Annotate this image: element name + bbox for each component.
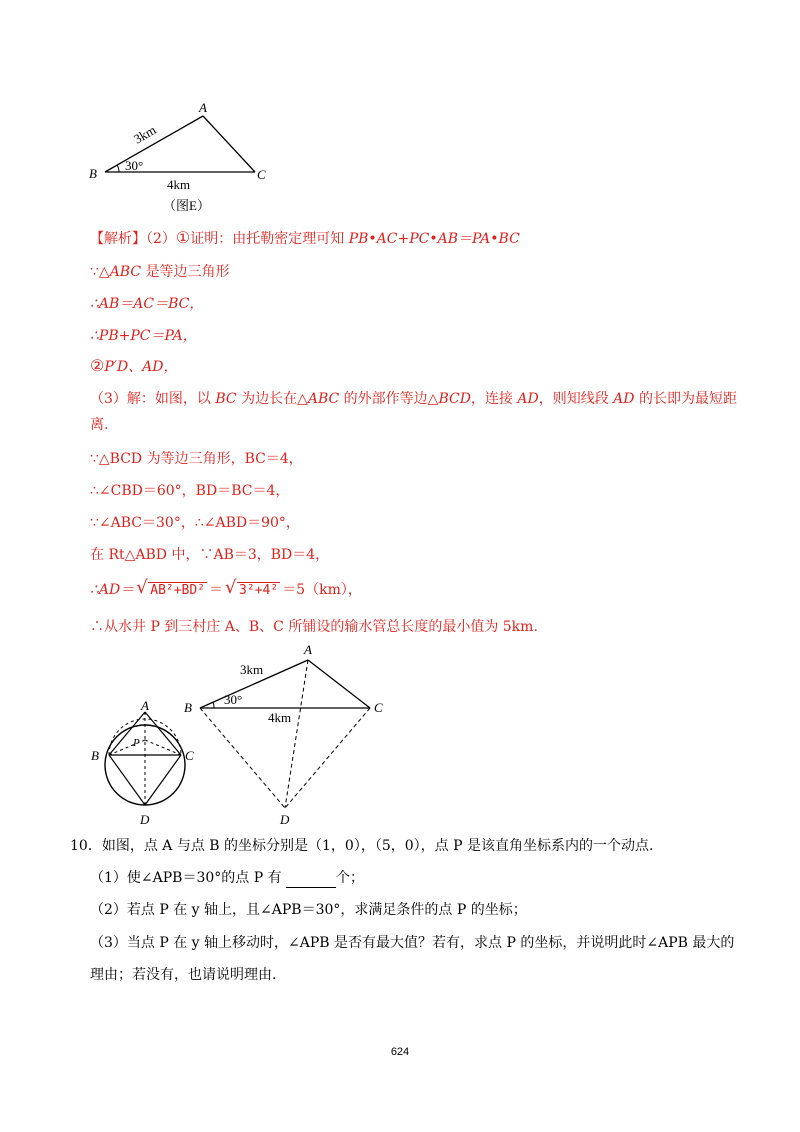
fig-e-label-a: A [199,100,207,115]
fig-e-label-b: B [89,166,97,181]
problem-10-q3-wrap: 理由；若没有，也请说明理由. [90,967,277,983]
solution-line-rt: 在 Rt△ABD 中，∵AB＝3，BD＝4， [90,547,330,563]
fig-e-angle: 30° [125,158,144,173]
solution-line-4: ∴PB+PC＝PA， [90,328,197,344]
page-number: 624 [390,1046,410,1058]
circled-two: ② [90,356,105,375]
answer-blank[interactable] [286,873,336,888]
solution-line-abc: ∵∠ABC＝30°，∴∠ABD＝90°， [90,515,300,531]
solution-line-ad: ∴AD＝ √ AB²+BD² ＝ √ 3²+4² ＝5（km）， [90,580,362,601]
solution-part3-wrap: 离. [90,417,109,433]
quad-label-a: A [304,642,312,657]
circle-label-c: C [185,748,194,763]
quad-label-c: C [374,700,383,715]
circle-label-b: B [91,748,99,763]
sqrt-expression-2: √ 3²+4² [225,577,279,598]
solution-line-1: 【解析】（2）①证明：由托勒密定理可知 PB•AC+PC•AB＝PA•BC [90,228,520,247]
circle-label-a: A [141,700,149,713]
figure-e-triangle [85,100,285,220]
quad-label-b: B [184,700,192,715]
quad-ab-length: 3km [240,662,264,677]
solution-line-final: ∴从水井 P 到三村庄 A、B、C 所铺设的输水管总长度的最小值为 5km. [90,619,538,635]
solution-line-2: ∵△ABC 是等边三角形 [90,264,230,280]
quad-angle: 30° [224,692,243,707]
fig-e-caption: （图E） [163,198,210,213]
problem-10-stem: 10．如图，点 A 与点 B 的坐标分别是（1，0），（5，0），点 P 是该直角坐标系内的一个动点. [70,838,654,854]
sqrt-expression-1: √ AB²+BD² [136,577,206,598]
fig-e-bc-length: 4km [167,177,191,192]
ptolemy-formula: PB•AC+PC•AB＝PA•BC [348,231,520,247]
problem-10-q3: （3）当点 P 在 y 轴上移动时，∠APB 是否有最大值？若有，求点 P 的坐标，并说明此时∠APB 最大的 [90,935,735,951]
quadrilateral-figure [180,640,400,830]
quad-label-d: D [280,812,290,827]
solution-line-cbd: ∴∠CBD＝60°，BD＝BC＝4， [90,483,290,499]
analysis-tag: 【解析】 [90,231,146,247]
problem-10-q1: （1）使∠APB＝30°的点 P 有 个； [90,870,365,886]
solution-part3: （3）解：如图，以 BC 为边长在△ABC 的外部作等边△BCD，连接 AD，则知线段 AD 的长即为最短距 [90,391,737,407]
fig-e-label-c: C [257,167,266,182]
circled-one: ① [175,228,191,247]
circle-label-d: D [140,812,150,827]
quad-bc-length: 4km [268,710,292,725]
fig-e-ab-length: 3km [131,122,159,147]
solution-line-3: ∴AB＝AC＝BC， [90,296,204,312]
problem-10-q2: （2）若点 P 在 y 轴上，且∠APB＝30°，求满足条件的点 P 的坐标； [90,902,527,918]
solution-line-bcd: ∵△BCD 为等边三角形，BC＝4， [90,451,303,467]
solution-line-5: ②P′D、AD， [90,356,178,375]
circle-figure [85,700,195,830]
circle-label-p: P [133,737,140,749]
